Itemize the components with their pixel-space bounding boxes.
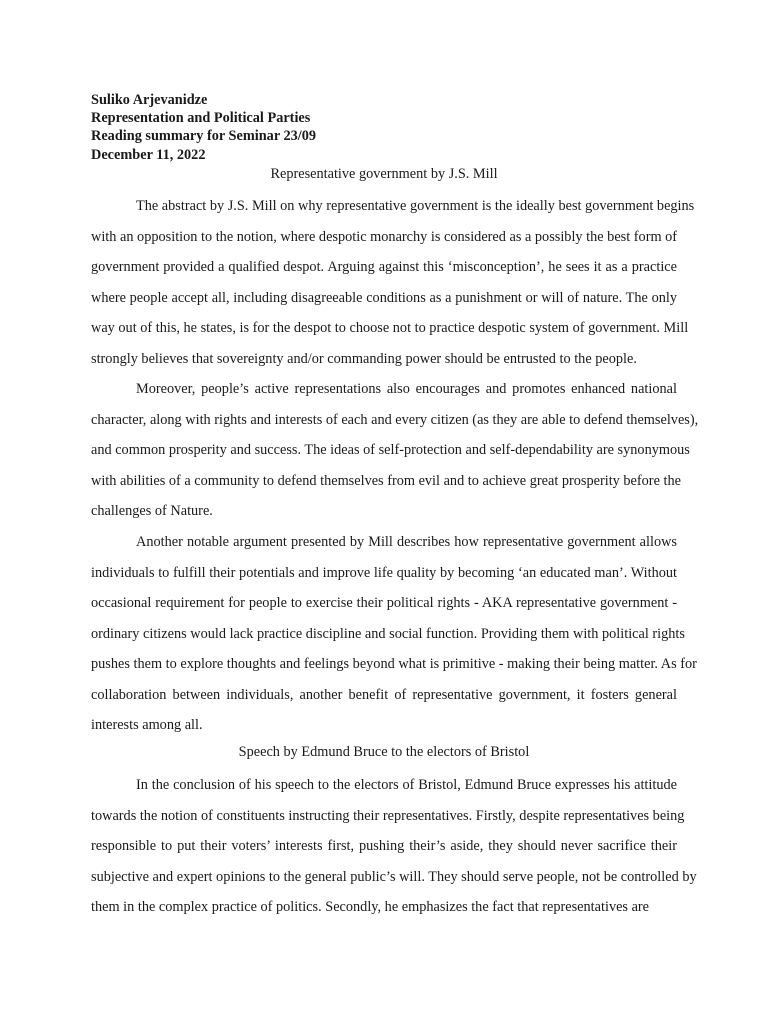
paragraph-line: collaboration between individuals, another benefit of representative government, it fosters general [91, 686, 677, 703]
paragraph-line: where people accept all, including disagreeable conditions as a punishment or will of nature. The only [91, 289, 677, 306]
document-date: December 11, 2022 [91, 146, 206, 163]
section-heading-mill: Representative government by J.S. Mill [270, 166, 498, 182]
paragraph-line: occasional requirement for people to exercise their political rights - AKA representative government - [91, 595, 677, 611]
paragraph-line: them in the complex practice of politics. Secondly, he emphasizes the fact that representatives are [91, 899, 650, 915]
paragraph [91, 191, 695, 374]
document-header [91, 91, 316, 164]
course-title: Representation and Political Parties [91, 110, 311, 127]
author-name: Suliko Arjevanidze [91, 92, 208, 108]
paragraph-line: subjective and expert opinions to the general public’s will. They should serve people, not be controlled by [91, 868, 697, 885]
paragraph [91, 527, 697, 741]
paragraph-line: interests among all. [91, 717, 203, 733]
paragraph-line: In the conclusion of his speech to the electors of Bristol, Edmund Bruce expresses his attitude [136, 777, 677, 793]
paragraph-line: individuals to fulfill their potentials and improve life quality by becoming ‘an educated man’. Without [91, 564, 677, 581]
paragraph [91, 770, 697, 923]
paragraph-line: Moreover, people’s active representations also encourages and promotes enhanced national [136, 381, 677, 397]
paragraph-line: way out of this, he states, is for the despot to choose not to practice despotic system of government. Mill [91, 320, 689, 336]
section-heading-bruce: Speech by Edmund Bruce to the electors of Bristol [238, 744, 530, 760]
paragraph-line: Another notable argument presented by Mill describes how representative government allows [136, 534, 677, 550]
paragraph-line: challenges of Nature. [91, 503, 213, 519]
paragraph-line: responsible to put their voters’ interests first, pushing their’s aside, they should never sacrifice their [91, 838, 677, 854]
paragraph [91, 374, 699, 527]
paragraph-line: government provided a qualified despot. Arguing against this ‘misconception’, he sees it as a practice [91, 259, 677, 275]
paragraph-line: with an opposition to the notion, where despotic monarchy is considered as a possibly the best form of [91, 228, 678, 245]
paragraph-line: and common prosperity and success. The ideas of self-protection and self-dependability are synonymous [91, 442, 690, 458]
paragraph-line: character, along with rights and interests of each and every citizen (as they are able to defend themselves), [91, 411, 699, 428]
paragraph-line: towards the notion of constituents instructing their representatives. Firstly, despite representatives being [91, 807, 685, 824]
paragraph-line: with abilities of a community to defend themselves from evil and to achieve great prosperity before the [91, 472, 681, 489]
paragraph-line: strongly believes that sovereignty and/or commanding power should be entrusted to the people. [91, 350, 637, 367]
paragraph-line: pushes them to explore thoughts and feelings beyond what is primitive - making their being matter. As for [91, 656, 697, 672]
paragraph-line: ordinary citizens would lack practice discipline and social function. Providing them with political rights [91, 625, 685, 642]
paragraph-line: The abstract by J.S. Mill on why representative government is the ideally best government begins [136, 198, 695, 214]
assignment-title: Reading summary for Seminar 23/09 [91, 128, 317, 145]
